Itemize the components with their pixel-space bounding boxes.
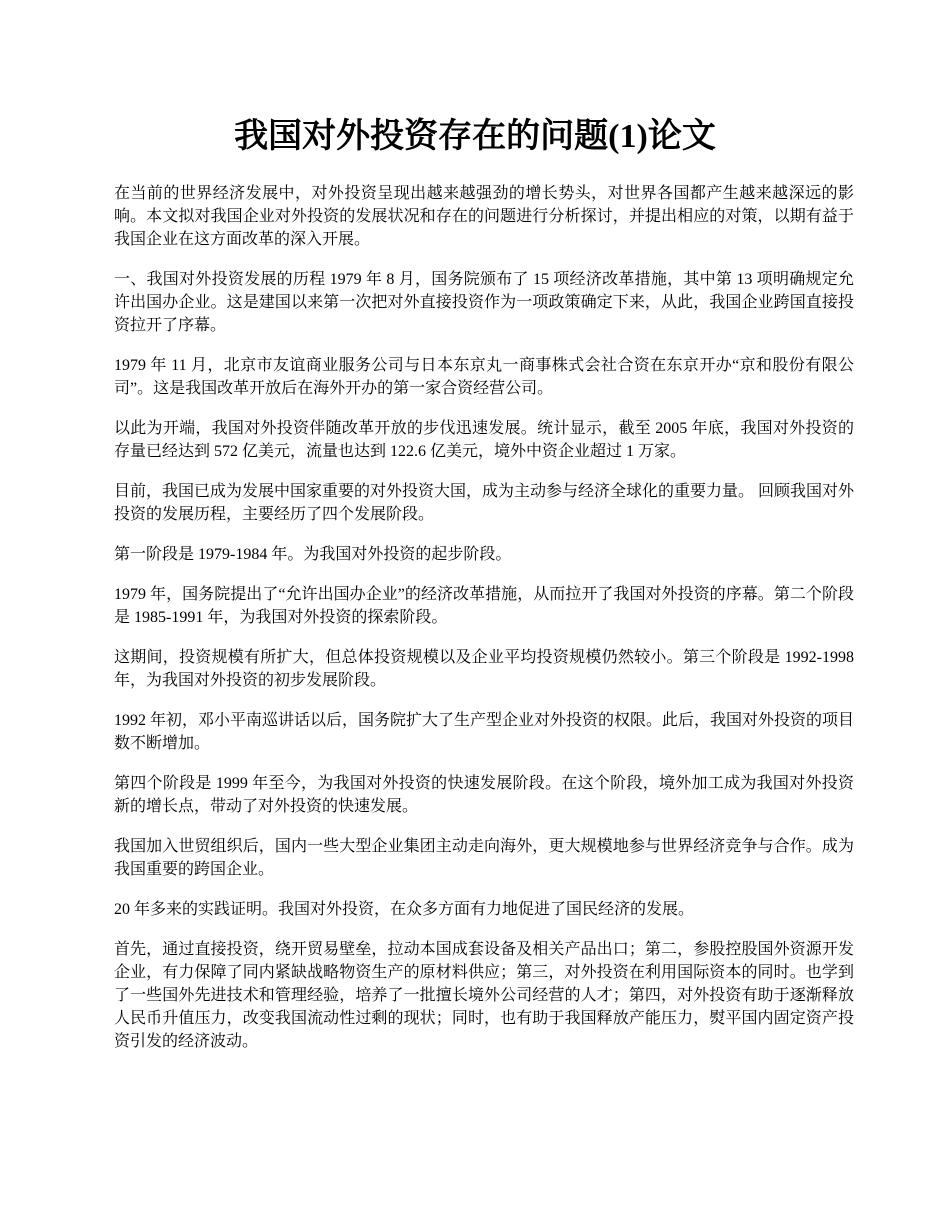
paragraph-stage-one: 第一阶段是 1979-1984 年。为我国对外投资的起步阶段。	[114, 546, 512, 563]
paragraph-wto: 我国加入世贸组织后，国内一些大型企业集团主动走向海外，更大规模地参与世界经济竞争与合作。成为我国重要的跨国企业。	[114, 838, 854, 878]
paragraph-statistics: 以此为开端，我国对外投资伴随改革开放的步伐迅速发展。统计显示，截至 2005 年底，我国对外投资的存量已经达到 572 亿美元，流量也达到 122.6 亿美元，境外中资企业超过 1 万家。	[114, 420, 854, 460]
paragraph-stage-two: 1979 年，国务院提出了“允许出国办企业”的经济改革措施，从而拉开了我国对外投资的序幕。第二个阶段是 1985-1991 年，为我国对外投资的探索阶段。	[114, 586, 854, 626]
paragraph-intro: 在当前的世界经济发展中，对外投资呈现出越来越强劲的增长势头，对世界各国都产生越来越深远的影响。本文拟对我国企业对外投资的发展状况和存在的问题进行分析探讨，并提出相应的对策，以期有益于我国企业在这方面改革的深入开展。	[114, 185, 854, 248]
paragraph-history: 一、我国对外投资发展的历程 1979 年 8 月，国务院颁布了 15 项经济改革措施，其中第 13 项明确规定允许出国办企业。这是建国以来第一次把对外直接投资作为一项政策确定下来，从此，我国企业跨国直接投资拉开了序幕。	[114, 271, 854, 334]
document-body	[114, 182, 854, 1070]
paragraph-current-status: 目前，我国已成为发展中国家重要的对外投资大国，成为主动参与经济全球化的重要力量。 回顾我国对外投资的发展历程，主要经历了四个发展阶段。	[114, 483, 855, 523]
paragraph-stage-three: 这期间，投资规模有所扩大，但总体投资规模以及企业平均投资规模仍然较小。第三个阶段是 1992-1998 年，为我国对外投资的初步发展阶段。	[114, 649, 854, 689]
paragraph-1992: 1992 年初，邓小平南巡讲话以后，国务院扩大了生产型企业对外投资的权限。此后，我国对外投资的项目数不断增加。	[114, 712, 855, 752]
paragraph-stage-four: 第四个阶段是 1999 年至今，为我国对外投资的快速发展阶段。在这个阶段，境外加工成为我国对外投资新的增长点，带动了对外投资的快速发展。	[114, 775, 854, 815]
page-title: 我国对外投资存在的问题(1)论文	[234, 118, 716, 155]
paragraph-practice: 20 年多来的实践证明。我国对外投资，在众多方面有力地促进了国民经济的发展。	[114, 901, 695, 918]
paragraph-first-joint-venture: 1979 年 11 月，北京市友谊商业服务公司与日本东京丸一商事株式会社合资在东京开办“京和股份有限公司”。这是我国改革开放后在海外开办的第一家合资经营公司。	[114, 357, 854, 397]
paragraph-benefits: 首先，通过直接投资，绕开贸易壁垒，拉动本国成套设备及相关产品出口；第二，参股控股国外资源开发企业，有力保障了同内紧缺战略物资生产的原材料供应；第三，对外投资在利用国际资本的同时。也学到了一些国外先进技术和管理经验，培养了一批擅长境外公司经营的人才；第四，对外投资有助于逐渐释放人民币升值压力，改变我国流动性过剩的现状；同时，也有助于我国释放产能压力，熨平国内固定资产投资引发的经济波动。	[114, 941, 854, 1050]
